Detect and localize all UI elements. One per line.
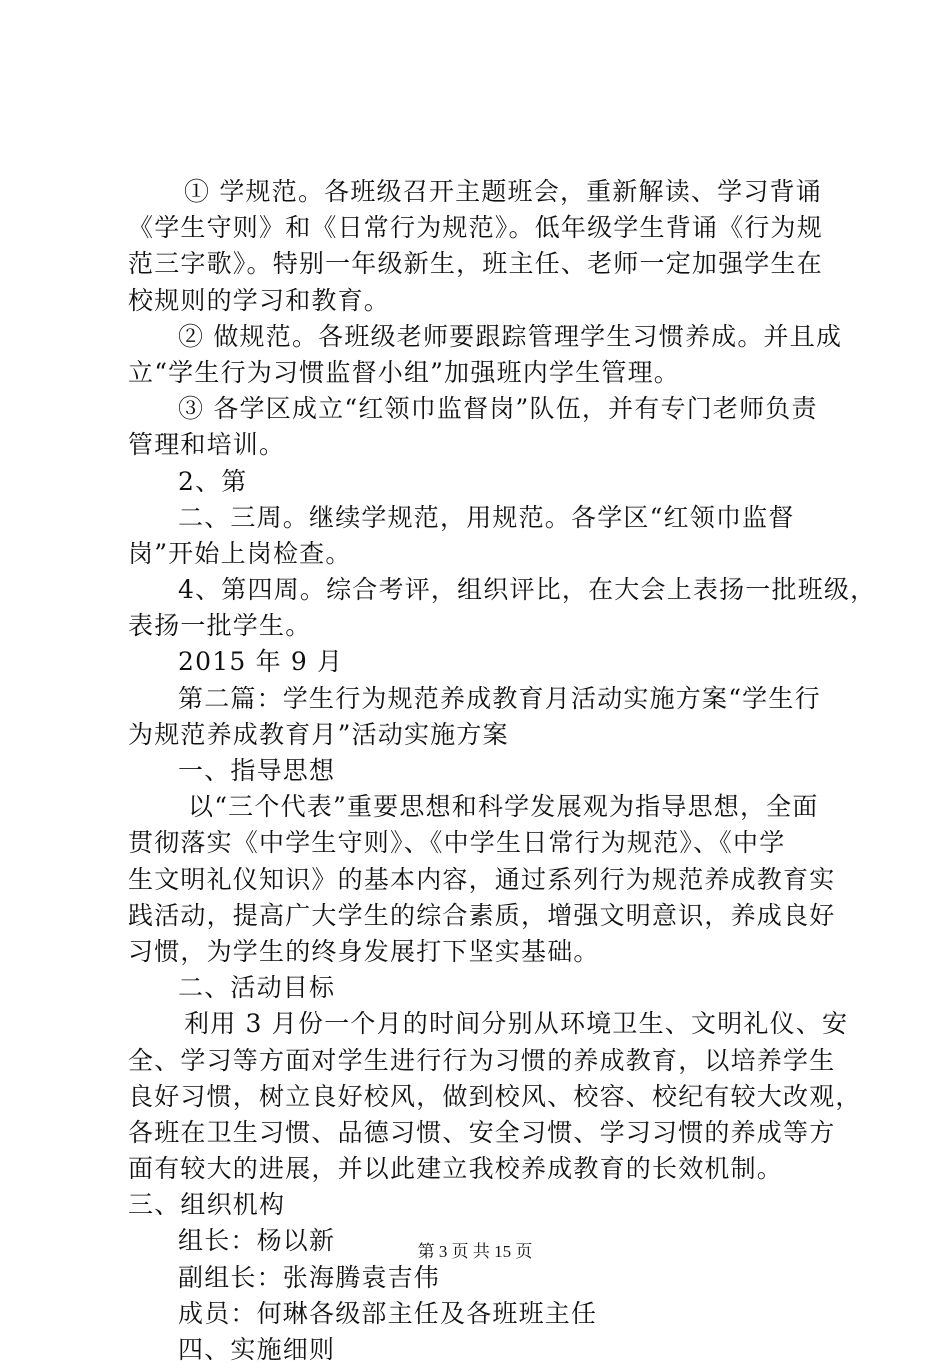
section-heading: 四、实施细则 xyxy=(178,1335,336,1364)
paragraph-line: 范三字歌》。特别一年级新生，班主任、老师一定加强学生在 xyxy=(128,249,823,279)
paragraph-line: ② 做规范。各班级老师要跟踪管理学生习惯养成。并且成 xyxy=(178,321,843,351)
paragraph-line: 校规则的学习和教育。 xyxy=(128,285,391,315)
paragraph-line: 生文明礼仪知识》的基本内容，通过系列行为规范养成教育实 xyxy=(128,864,836,894)
paragraph-line: 立“学生行为习惯监督小组”加强班内学生管理。 xyxy=(128,357,680,387)
paragraph-line: ① 学规范。各班级召开主题班会，重新解读、学习背诵 xyxy=(184,177,822,206)
paragraph-line: 表扬一批学生。 xyxy=(128,611,312,641)
date-line: 2015 年 9 月 xyxy=(178,647,344,677)
section-heading: 二、活动目标 xyxy=(178,973,336,1003)
paragraph-line: 面有较大的进展，并以此建立我校养成教育的长效机制。 xyxy=(128,1154,784,1184)
paragraph-line: 二、三周。继续学规范，用规范。各学区“红领巾监督 xyxy=(178,502,795,532)
paragraph-line: 4、第四周。综合考评，组织评比，在大会上表扬一批班级， xyxy=(178,575,877,605)
paragraph-line: 2、第 xyxy=(178,466,248,496)
paragraph-line: 各班在卫生习惯、品德习惯、安全习惯、学习习惯的养成等方 xyxy=(128,1117,836,1147)
paragraph-line: 成员：何琳各级部主任及各班班主任 xyxy=(178,1298,598,1328)
paragraph-line: 利用 3 月份一个月的时间分别从环境卫生、文明礼仪、安 xyxy=(184,1009,849,1039)
page-number-footer: 第 3 页 共 15 页 xyxy=(417,1242,533,1261)
paragraph-line: 良好习惯，树立良好校风，做到校风、校容、校纪有较大改观， xyxy=(128,1081,862,1111)
paragraph-line: 《学生守则》和《日常行为规范》。低年级学生背诵《行为规 xyxy=(128,213,823,243)
document-body xyxy=(128,174,877,1368)
paragraph-line: ③ 各学区成立“红领巾监督岗”队伍，并有专门老师负责 xyxy=(178,394,818,424)
section-heading: 第二篇：学生行为规范养成教育月活动实施方案“学生行 xyxy=(178,683,821,713)
section-heading: 一、指导思想 xyxy=(178,756,336,785)
paragraph-line: 践活动，提高广大学生的综合素质，增强文明意识，养成良好 xyxy=(128,900,836,930)
paragraph-line: 贯彻落实《中学生守则》、《中学生日常行为规范》、《中学 xyxy=(128,828,786,858)
paragraph-line: 全、学习等方面对学生进行行为习惯的养成教育，以培养学生 xyxy=(128,1045,836,1075)
paragraph-line: 以“三个代表”重要思想和科学发展观为指导思想，全面 xyxy=(188,792,819,822)
section-heading: 为规范养成教育月”活动实施方案 xyxy=(128,719,509,749)
paragraph-line: 岗”开始上岗检查。 xyxy=(128,538,352,568)
paragraph-line: 副组长：张海腾袁吉伟 xyxy=(178,1262,441,1292)
section-heading: 组长：杨以新 xyxy=(178,1226,336,1256)
paragraph-line: 三、组织机构 xyxy=(128,1190,286,1220)
paragraph-line: 管理和培训。 xyxy=(128,430,286,460)
paragraph-line: 习惯，为学生的终身发展打下坚实基础。 xyxy=(128,936,600,966)
